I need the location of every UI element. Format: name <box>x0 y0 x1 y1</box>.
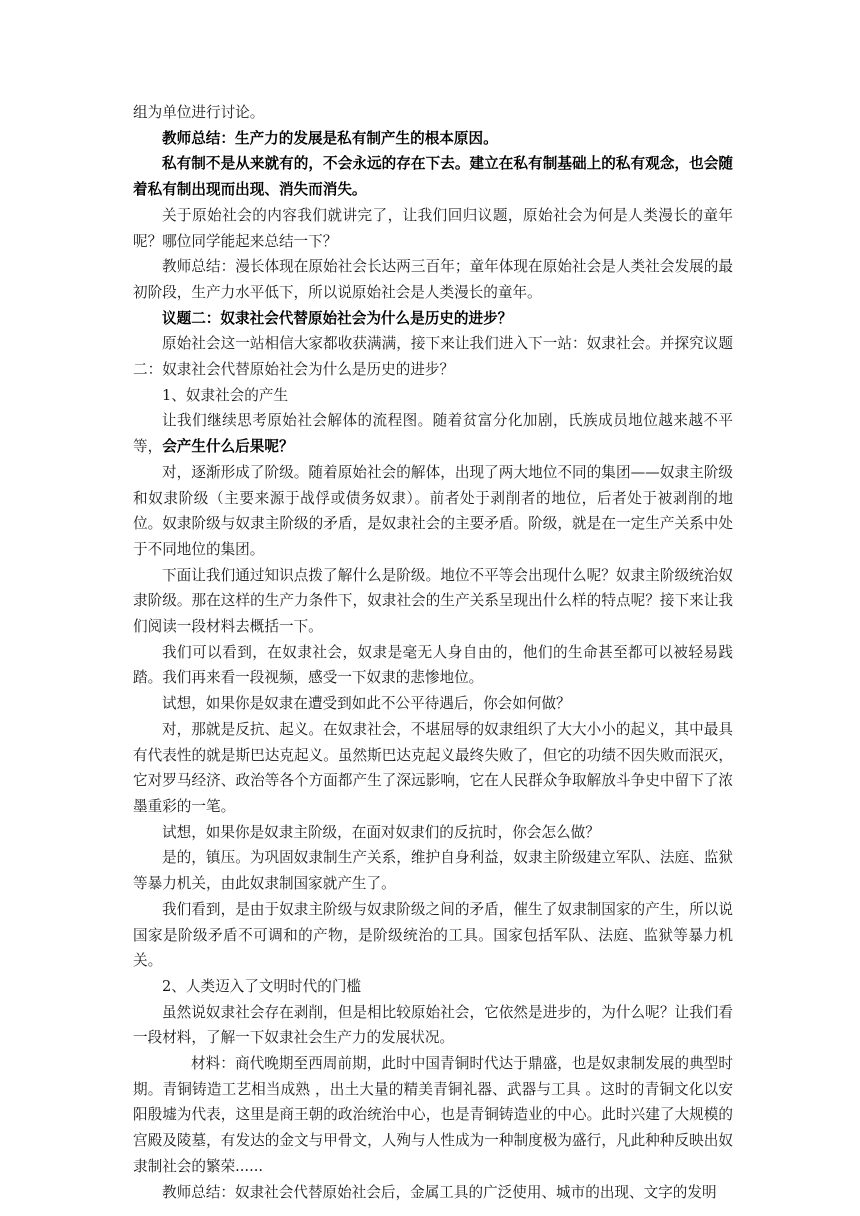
subheading-1: 1、奴隶社会的产生 <box>162 386 289 404</box>
document-page <box>133 100 733 1205</box>
material-paragraph: 材料：商代晚期至西周前期，此时中国青铜时代达于鼎盛，也是奴隶制发展的典型时期。青铜铸造工艺相当成熟 ，出土大量的精美青铜礼器、武器与工具 。这时的青铜文化以安阳殷墟为代表，这里是商王朝的政治统治中心，也是青铜铸造业的中心。此时兴建了大规模的宫殿及陵墓，有发达的金文与甲骨文，人殉与人性成为一种制度极为盛行，凡此种种反映出奴隶制社会的繁荣...... <box>133 1055 733 1175</box>
paragraph: 下面让我们通过知识点拨了解什么是阶级。地位不平等会出现什么呢？奴隶主阶级统治奴隶阶级。那在这样的生产力条件下，奴隶社会的生产关系呈现出什么样的特点呢？接下来让我们阅读一段材料去概括一下。 <box>133 566 733 636</box>
teacher-summary-bold: 教师总结：生产力的发展是私有制产生的根本原因。 <box>162 129 498 147</box>
paragraph: 我们可以看到，在奴隶社会，奴隶是毫无人身自由的，他们的生命甚至都可以被轻易践踏。我们再来看一段视频，感受一下奴隶的悲惨地位。 <box>133 643 733 687</box>
section-heading-topic-two: 议题二：奴隶社会代替原始社会为什么是历史的进步？ <box>162 309 513 327</box>
paragraph: 对，逐渐形成了阶级。随着原始社会的解体，出现了两大地位不同的集团——奴隶主阶级和奴隶阶级（主要来源于战俘或债务奴隶）。前者处于剥削者的地位，后者处于被剥削的地位。奴隶阶级与奴隶主阶级的矛盾，是奴隶社会的主要矛盾。阶级，就是在一定生产关系中处于不同地位的集团。 <box>133 463 733 558</box>
paragraph: 原始社会这一站相信大家都收获满满，接下来让我们进入下一站：奴隶社会。并探究议题二：奴隶社会代替原始社会为什么是历史的进步？ <box>133 335 733 379</box>
private-ownership-paragraph: 私有制不是从来就有的，不会永远的存在下去。建立在私有制基础上的私有观念，也会随着私有制出现而出现、消失而消失。 <box>133 155 733 199</box>
teacher-summary: 教师总结：奴隶社会代替原始社会后，金属工具的广泛使用、城市的出现、文字的发明 <box>162 1183 717 1201</box>
paragraph-text: 让我们继续思考原始社会解体的流程图。随着贫富分化加剧，氏族成员地位越来越不平等， <box>133 412 733 456</box>
paragraph: 试想，如果你是奴隶在遭受到如此不公平待遇后，你会如何做？ <box>162 695 571 713</box>
paragraph <box>133 408 733 459</box>
subheading-2: 2、人类迈入了文明时代的门槛 <box>162 977 362 995</box>
paragraph: 虽然说奴隶社会存在剥削，但是相比较原始社会，它依然是进步的，为什么呢？让我们看一段材料，了解一下奴隶社会生产力的发展状况。 <box>133 1003 733 1047</box>
bold-question: 会产生什么后果呢？ <box>162 438 294 456</box>
paragraph: 组为单位进行讨论。 <box>133 104 265 121</box>
teacher-summary: 教师总结：漫长体现在原始社会长达两三百年；童年体现在原始社会是人类社会发展的最初阶段，生产力水平低下，所以说原始社会是人类漫长的童年。 <box>133 258 733 301</box>
paragraph: 对，那就是反抗、起义。在奴隶社会，不堪屈辱的奴隶组织了大大小小的起义，其中最具有代表性的就是斯巴达克起义。虽然斯巴达克起义最终失败了，但它的功绩不因失败而泯灭，它对罗马经济、政治等各个方面都产生了深远影响，它在人民群众争取解放斗争史中留下了浓墨重彩的一笔。 <box>133 720 733 815</box>
paragraph: 我们看到，是由于奴隶主阶级与奴隶阶级之间的矛盾，催生了奴隶制国家的产生，所以说国家是阶级矛盾不可调和的产物，是阶级统治的工具。国家包括军队、法庭、监狱等暴力机关。 <box>133 900 733 970</box>
paragraph: 关于原始社会的内容我们就讲完了，让我们回归议题，原始社会为何是人类漫长的童年呢？哪位同学能起来总结一下？ <box>133 206 733 250</box>
paragraph: 是的，镇压。为巩固奴隶制生产关系，维护自身利益，奴隶主阶级建立军队、法庭、监狱等暴力机关，由此奴隶制国家就产生了。 <box>133 849 733 893</box>
paragraph: 试想，如果你是奴隶主阶级，在面对奴隶们的反抗时，你会怎么做？ <box>162 823 600 841</box>
